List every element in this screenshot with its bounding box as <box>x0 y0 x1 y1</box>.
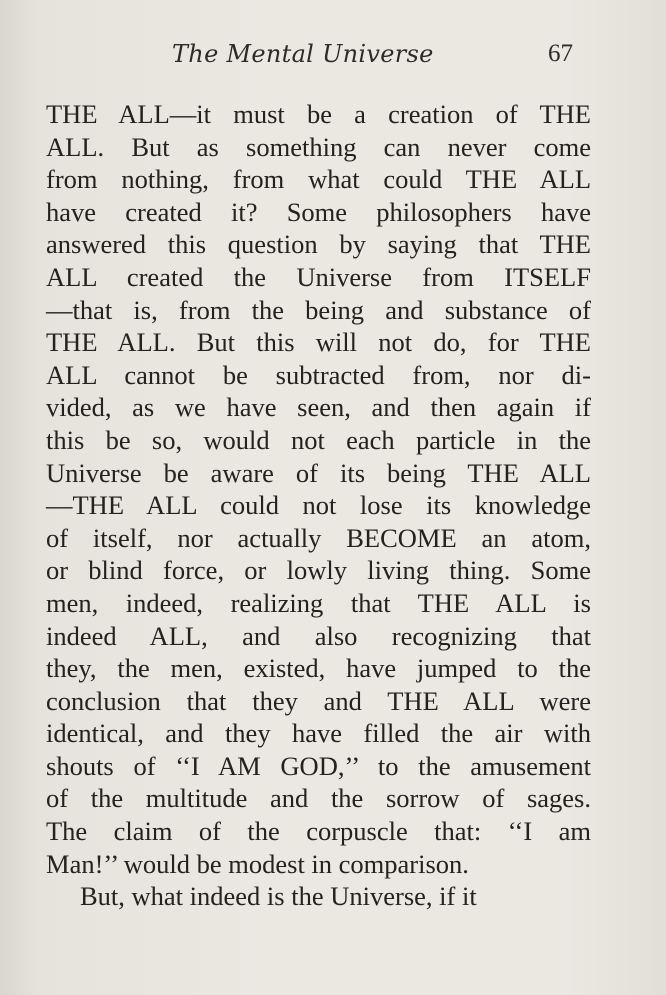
text-line: vided, as we have seen, and then again if <box>46 392 591 423</box>
text-line: have created it? Some philosophers have <box>46 196 591 227</box>
text-line: Universe be aware of its being THE ALL <box>46 457 591 488</box>
text-line: ALL created the Universe from ITSELF <box>46 261 591 292</box>
text-line-paragraph-start: But, what indeed is the Universe, if it <box>80 881 477 912</box>
text-line: men, indeed, realizing that THE ALL is <box>46 587 591 618</box>
running-title: The Mental Universe <box>172 40 434 68</box>
text-line: of itself, nor actually BECOME an atom, <box>46 522 591 553</box>
text-line: —that is, from the being and substance of <box>46 294 591 325</box>
text-line: of the multitude and the sorrow of sages. <box>46 783 591 814</box>
text-line: shouts of ‘‘I AM GOD,’’ to the amusement <box>46 750 591 781</box>
text-line: conclusion that they and THE ALL were <box>46 685 591 716</box>
text-line: —THE ALL could not lose its knowledge <box>46 490 591 521</box>
text-line: ALL. But as something can never come <box>46 131 591 162</box>
text-line: Man!’’ would be modest in comparison. <box>46 848 469 879</box>
body-text <box>46 98 591 913</box>
text-line: this be so, would not each particle in the <box>46 424 591 455</box>
text-line: or blind force, or lowly living thing. Some <box>46 555 591 586</box>
text-line: answered this question by saying that THE <box>46 229 591 260</box>
text-line: THE ALL. But this will not do, for THE <box>46 327 591 358</box>
text-line: from nothing, from what could THE ALL <box>46 164 591 195</box>
text-line: ALL cannot be subtracted from, nor di- <box>46 359 591 390</box>
running-head <box>0 40 666 74</box>
text-line: identical, and they have filled the air with <box>46 718 591 749</box>
page-number: 67 <box>548 40 573 67</box>
text-line: they, the men, existed, have jumped to the <box>46 653 591 684</box>
text-line: THE ALL—it must be a creation of THE <box>46 99 591 129</box>
text-line: The claim of the corpuscle that: ‘‘I am <box>46 816 591 847</box>
text-line: indeed ALL, and also recognizing that <box>46 620 591 651</box>
